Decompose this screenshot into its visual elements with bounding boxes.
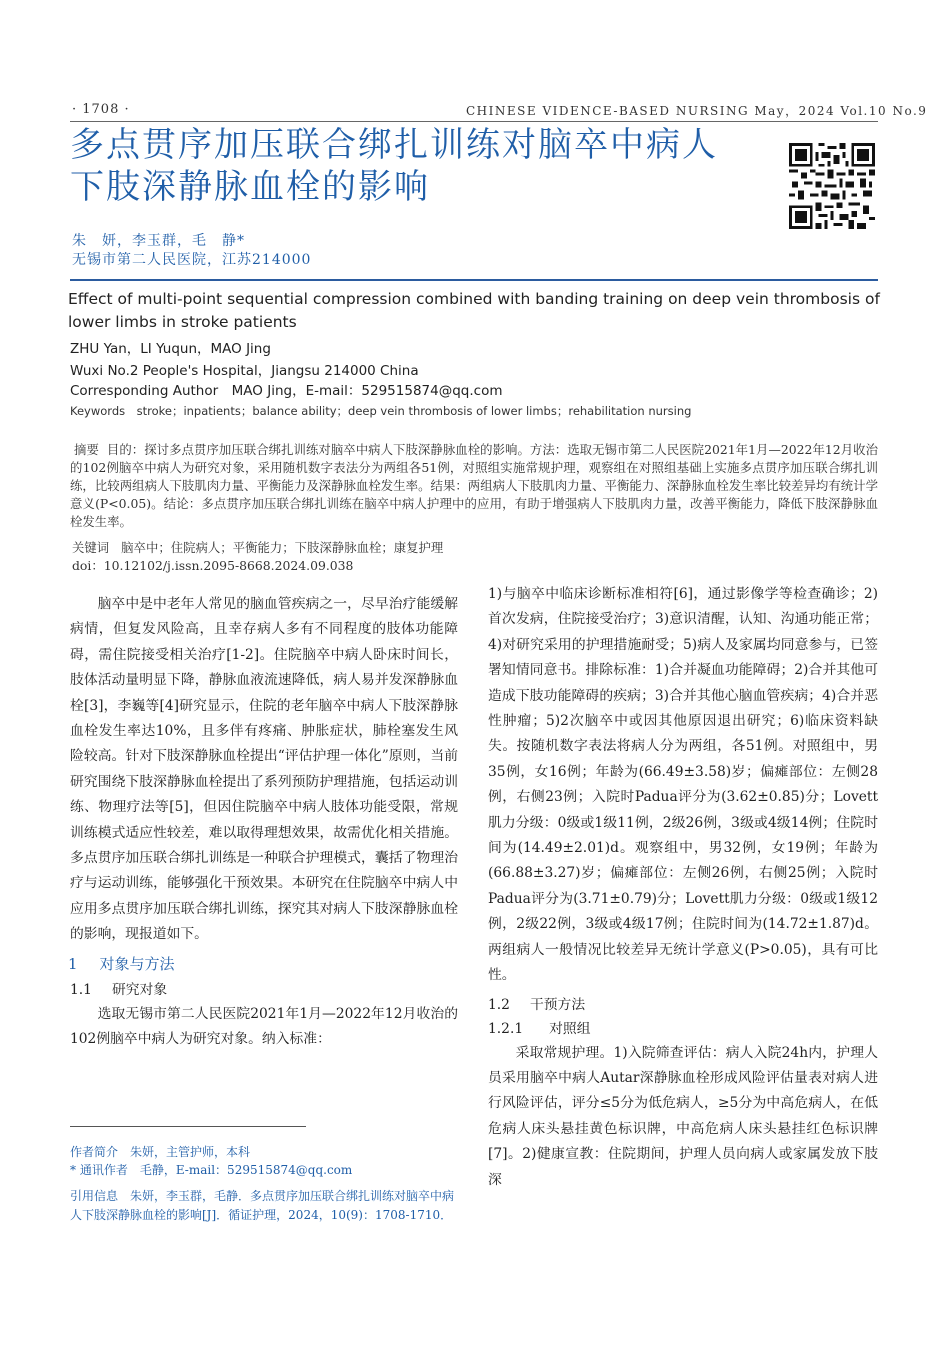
subsection-title: 对照组 <box>549 1020 591 1037</box>
article-title <box>70 124 790 208</box>
subjects-paragraph: 选取无锡市第二人民医院2021年1月—2022年12月收治的102例脑卒中病人为研究对象。纳入标准： <box>70 1005 458 1048</box>
subsection-number: 1.2.1 <box>488 1020 524 1037</box>
keywords-text: 脑卒中；住院病人；平衡能力；下肢深静脉血栓；康复护理 <box>121 540 444 555</box>
journal-header: CHINESE VIDENCE-BASED NURSING May，2024 Vol.10 No.9 <box>466 104 928 118</box>
abstract-label: 摘要 <box>74 442 99 457</box>
title-line-1: 多点贯序加压联合绑扎训练对脑卒中病人 <box>70 125 718 165</box>
title-divider <box>70 279 878 281</box>
subsection-heading-1-2 <box>488 993 878 1017</box>
section-heading-1 <box>68 950 458 978</box>
english-affiliation: Wuxi No.2 People's Hospital，Jiangsu 214000 China <box>70 363 419 379</box>
subsection-heading-1-2-1 <box>488 1017 878 1041</box>
section-title: 对象与方法 <box>99 954 175 973</box>
footnote-divider <box>70 1126 306 1127</box>
control-group-paragraph: 采取常规护理。1)入院筛查评估：病人入院24h内，护理人员采用脑卒中病人Autar深静脉血栓形成风险评估量表对病人进行风险评估，评分≤5分为低危病人，≥5分为中高危病人，在低危病人床头悬挂黄色标识牌，中高危病人床头悬挂红色标识牌[7]。2)健康宣教：住院期间，护理人员向病人或家属发放下肢深 <box>488 1044 878 1188</box>
abstract-text: 目的：探讨多点贯序加压联合绑扎训练对脑卒中病人下肢深静脉血栓的影响。方法：选取无锡市第二人民医院2021年1月—2022年12月收治的102例脑卒中病人为研究对象，采用随机数字表法分为两组各51例，对照组实施常规护理，观察组在对照组基础上实施多点贯序加压联合绑扎训练，比较两组病人下肢肌肉力量、平衡能力及深静脉血栓发生率。结果：两组病人下肢肌肉力量、平衡能力、深静脉血栓发生率比较差异均有统计学意义(P<0.05)。结论：多点贯序加压联合绑扎训练在脑卒中病人护理中的应用，有助于增强病人下肢肌肉力量，改善平衡能力，降低下肢深静脉血栓发生率。 <box>70 442 879 530</box>
header-divider <box>70 121 878 122</box>
doi: doi：10.12102/j.issn.2095-8668.2024.09.038 <box>72 558 354 573</box>
subsection-title: 研究对象 <box>111 981 168 998</box>
english-authors: ZHU Yan，LI Yuqun，MAO Jing <box>70 341 271 357</box>
authors: 朱 妍，李玉群，毛 静* <box>72 233 245 249</box>
title-line-2: 下肢深静脉血栓的影响 <box>70 167 430 207</box>
qr-code-icon <box>789 143 875 229</box>
subsection-heading-1-1 <box>70 978 458 1002</box>
abstract <box>70 441 878 531</box>
section-number: 1 <box>68 954 78 973</box>
affiliation: 无锡市第二人民医院，江苏214000 <box>72 252 312 268</box>
keywords-label: 关键词 <box>72 540 110 555</box>
footnotes <box>70 1143 462 1224</box>
body-left-column <box>70 592 458 1053</box>
subsection-number: 1.1 <box>70 981 92 998</box>
english-title: Effect of multi-point sequential compression combined with banding training on deep vein thrombosis of lower limbs in stroke patients <box>68 290 880 331</box>
author-intro: 作者简介 朱妍，主管护师，本科 <box>70 1145 251 1159</box>
corresponding-note: * 通讯作者 毛静，E-mail：529515874@qq.com <box>70 1163 353 1178</box>
keywords <box>72 538 443 556</box>
subsection-number: 1.2 <box>488 996 510 1013</box>
intro-paragraph: 脑卒中是中老年人常见的脑血管疾病之一，尽早治疗能缓解病情，但复发风险高，且幸存病人多有不同程度的肢体功能障碍，需住院接受相关治疗[1-2]。住院脑卒中病人卧床时间长，肢体活动量明显下降，静脉血液流速降低，病人易并发深静脉血栓[3]，李巍等[4]研究显示，住院的老年脑卒中病人下肢深静脉血栓发生率达10%，且多伴有疼痛、肿胀症状，肺栓塞发生风险较高。针对下肢深静脉血栓提出“评估护理一体化”原则，当前研究围绕下肢深静脉血栓提出了系列预防护理措施，包括运动训练、物理疗法等[5]，但因住院脑卒中病人肢体功能受限，常规训练模式适应性较差，难以取得理想效果，故需优化相关措施。多点贯序加压联合绑扎训练是一种联合护理模式，囊括了物理治疗与运动训练，能够强化干预效果。本研究在住院脑卒中病人中应用多点贯序加压联合绑扎训练，探究其对病人下肢深静脉血栓的影响，现报道如下。 <box>70 596 458 943</box>
corresponding-author: Corresponding Author MAO Jing，E-mail：529515874@qq.com <box>70 383 503 399</box>
body-right-column <box>488 582 878 1193</box>
subsection-title: 干预方法 <box>529 996 586 1013</box>
page-number: · 1708 · <box>72 102 130 117</box>
english-keywords: Keywords stroke；inpatients；balance ability；deep vein thrombosis of lower limbs；rehabilitation nursing <box>70 404 692 418</box>
citation-info: 引用信息 朱妍，李玉群，毛静．多点贯序加压联合绑扎训练对脑卒中病人下肢深静脉血栓的影响[J]．循证护理，2024，10(9)：1708-1710． <box>70 1189 455 1222</box>
criteria-paragraph: 1)与脑卒中临床诊断标准相符[6]，通过影像学等检查确诊；2)首次发病，住院接受治疗；3)意识清醒，认知、沟通功能正常；4)对研究采用的护理措施耐受；5)病人及家属均同意参与，已签署知情同意书。排除标准：1)合并凝血功能障碍；2)合并其他可造成下肢功能障碍的疾病；3)合并其他心脑血管疾病；4)合并恶性肿瘤；5)2次脑卒中或因其他原因退出研究；6)临床资料缺失。按随机数字表法将病人分为两组，各51例。对照组中，男35例，女16例；年龄为(66.49±3.58)岁；偏瘫部位：左侧28例，右侧23例；入院时Padua评分为(3.62±0.85)分；Lovett肌力分级：0级或1级11例，2级26例，3级或4级14例；住院时间为(14.49±2.01)d。观察组中，男32例，女19例；年龄为(66.88±3.27)岁；偏瘫部位：左侧26例，右侧25例；入院时Padua评分为(3.71±0.79)分；Lovett肌力分级：0级或1级12例，2级22例，3级或4级17例；住院时间为(14.72±1.87)d。两组病人一般情况比较差异无统计学意义(P>0.05)，具有可比性。 <box>488 586 878 984</box>
